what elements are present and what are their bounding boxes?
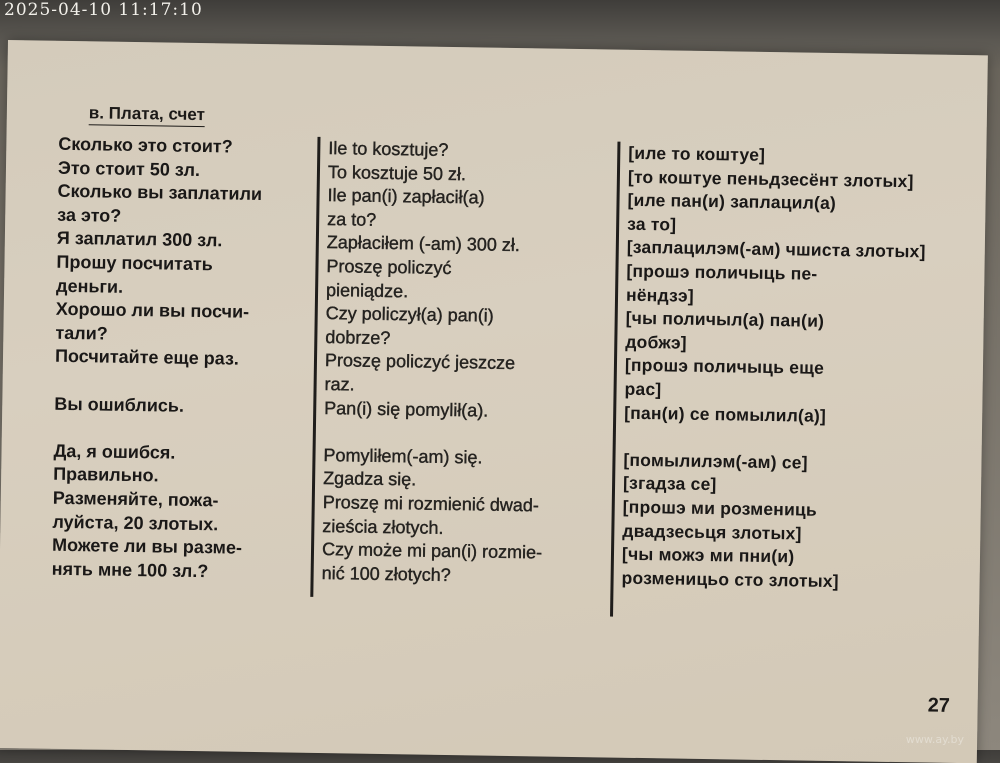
tr-line: [пан(и) се помылил(а)] bbox=[624, 402, 827, 426]
tr-line: [прошэ поличыць еще bbox=[624, 355, 825, 379]
pl-line: Ile to kosztuje? bbox=[328, 138, 449, 160]
ru-line: Сколько вы заплатили bbox=[57, 180, 263, 205]
tr-line: [то коштуе пеньдзесёнт злотых] bbox=[627, 166, 914, 191]
ru-line: Это стоит 50 зл. bbox=[57, 157, 201, 180]
ru-line: за это? bbox=[57, 204, 122, 226]
tr-line: розменицьо сто злотых] bbox=[621, 567, 839, 591]
column-divider bbox=[310, 137, 320, 597]
pl-line: raz. bbox=[324, 373, 355, 395]
pl-line: nić 100 złotych? bbox=[321, 562, 451, 585]
ru-line: Хорошо ли вы посчи- bbox=[55, 298, 250, 322]
tr-line: нёндзэ] bbox=[625, 284, 695, 306]
pl-line: za to? bbox=[327, 208, 377, 230]
pl-line: Proszę policzyć bbox=[326, 256, 452, 278]
russian-column bbox=[52, 133, 309, 585]
pl-line: Proszę mi rozmienić dwad- bbox=[322, 491, 539, 516]
tr-line: за то] bbox=[627, 213, 677, 235]
tr-line: [иле то коштуе] bbox=[628, 142, 766, 165]
ru-line: Сколько это стоит? bbox=[58, 133, 233, 157]
ru-line: Правильно. bbox=[53, 464, 159, 486]
tr-line: [иле пан(и) заплацил(а) bbox=[627, 189, 837, 214]
tr-line: двадзесьця злотых] bbox=[622, 520, 802, 544]
tr-line: [згадза се] bbox=[622, 473, 717, 495]
tr-line: [прошэ ми розмениць bbox=[622, 496, 818, 520]
polish-column bbox=[321, 137, 613, 590]
ru-line: луйста, 20 злотых. bbox=[52, 511, 219, 534]
ru-line: деньги. bbox=[55, 275, 124, 297]
tr-line: добжэ] bbox=[625, 331, 687, 353]
tr-line: [заплацилэм(-ам) чшиста злотых] bbox=[626, 237, 926, 262]
pl-line: Pomyliłem(-am) się. bbox=[323, 444, 483, 468]
pl-line: To kosztuje 50 zł. bbox=[327, 161, 467, 184]
book-page bbox=[0, 40, 988, 763]
pl-line: zieścia złotych. bbox=[322, 515, 444, 538]
pl-line: Zgadza się. bbox=[322, 468, 417, 490]
pl-line: Czy może mi pan(i) rozmie- bbox=[321, 539, 543, 563]
ru-line: Посчитайте еще раз. bbox=[54, 346, 240, 370]
pl-line: pieniądze. bbox=[325, 279, 409, 301]
ru-line: нять мне 100 зл.? bbox=[51, 558, 209, 581]
ru-line: Вы ошиблись. bbox=[54, 393, 185, 416]
ru-line: Да, я ошибся. bbox=[53, 440, 176, 463]
pl-line: Ile pan(i) zapłacił(a) bbox=[327, 185, 485, 208]
tr-line: [чы можэ ми пни(и) bbox=[621, 543, 795, 567]
ru-line: Можете ли вы разме- bbox=[51, 534, 243, 558]
ru-line: Прошу посчитать bbox=[56, 251, 214, 275]
pl-line: Pan(i) się pomylił(a). bbox=[324, 397, 489, 421]
pl-line: Czy policzył(a) pan(i) bbox=[325, 303, 494, 326]
pl-line: Proszę policzyć jeszcze bbox=[324, 350, 516, 374]
tr-line: [чы поличыл(а) пан(и) bbox=[625, 307, 825, 332]
section-heading: в. Плата, счет bbox=[89, 103, 205, 127]
transcription-column bbox=[621, 142, 958, 595]
pl-line: Zapłaciłem (-am) 300 zł. bbox=[326, 232, 521, 256]
site-watermark: www.ay.by bbox=[905, 733, 964, 746]
ru-line: Я заплатил 300 зл. bbox=[56, 228, 223, 251]
page-number: 27 bbox=[927, 694, 951, 717]
ru-line: тали? bbox=[55, 322, 108, 344]
photo-timestamp: 2025-04-10 11:17:10 bbox=[4, 0, 203, 20]
tr-line: [прошэ поличыць пе- bbox=[626, 260, 818, 284]
tr-line: рас] bbox=[624, 378, 662, 400]
tr-line: [помылилэм(-ам) се] bbox=[623, 449, 808, 473]
ru-line: Разменяйте, пожа- bbox=[52, 487, 219, 511]
pl-line: dobrze? bbox=[325, 326, 391, 348]
